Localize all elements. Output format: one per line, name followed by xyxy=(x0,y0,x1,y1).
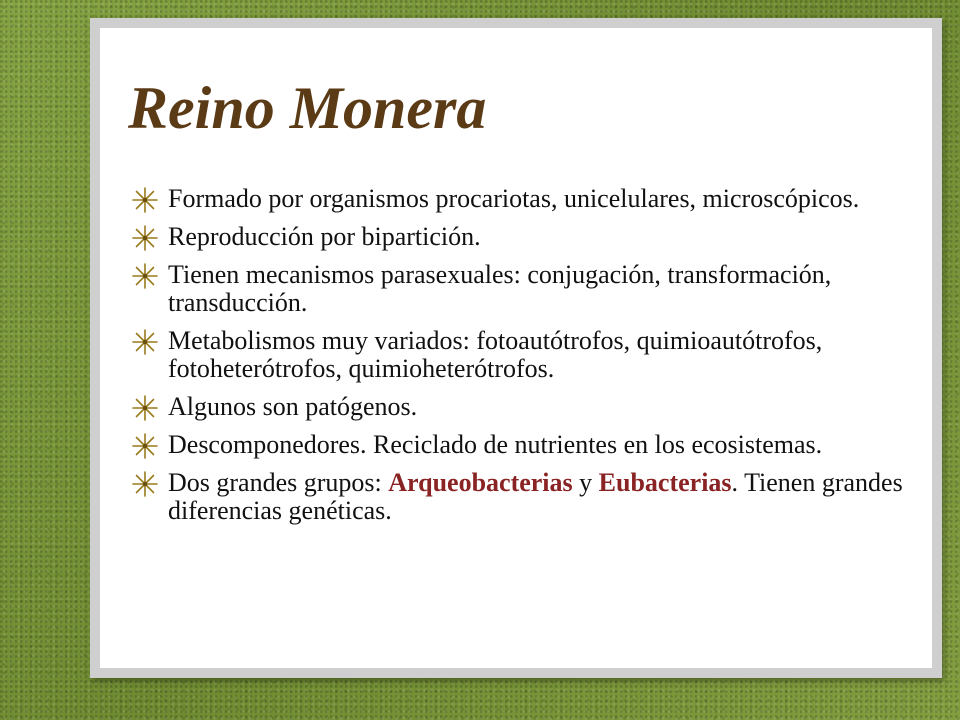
highlight-eubacterias: Eubacterias xyxy=(598,468,732,497)
list-item xyxy=(128,469,918,525)
starburst-bullet-icon xyxy=(132,329,158,355)
bullet-text: Formado por organismos procariotas, unicelulares, microscópicos. xyxy=(168,184,860,213)
starburst-bullet-icon xyxy=(132,395,158,421)
list-item xyxy=(128,185,918,213)
starburst-bullet-icon xyxy=(132,433,158,459)
list-item xyxy=(128,327,918,383)
starburst-bullet-icon xyxy=(132,187,158,213)
bullet-text: Reproducción por bipartición. xyxy=(168,222,481,251)
starburst-bullet-icon xyxy=(132,263,158,289)
starburst-bullet-icon xyxy=(132,225,158,251)
list-item xyxy=(128,261,918,317)
bullet-text-prefix: Dos grandes grupos: xyxy=(168,468,389,497)
bullet-text: Descomponedores. Reciclado de nutrientes en los ecosistemas. xyxy=(168,430,823,459)
bullet-text-suffix: . Tienen grandes diferencias genéticas. xyxy=(168,468,903,525)
list-item xyxy=(128,393,918,421)
slide-title: Reino Monera xyxy=(128,75,487,141)
bullet-text: Metabolismos muy variados: fotoautótrofos, quimioautótrofos, fotoheterótrofos, quimioheterótrofos. xyxy=(168,326,823,383)
highlight-arqueobacterias: Arqueobacterias xyxy=(388,468,573,497)
starburst-bullet-icon xyxy=(132,471,158,497)
bullet-list xyxy=(128,185,918,535)
bullet-text: Tienen mecanismos parasexuales: conjugación, transformación, transducción. xyxy=(168,260,832,317)
list-item xyxy=(128,431,918,459)
bullet-text-connector: y xyxy=(572,468,599,497)
slide-content-panel xyxy=(100,28,932,668)
bullet-text: Algunos son patógenos. xyxy=(168,392,418,421)
slide-frame xyxy=(90,18,942,678)
list-item xyxy=(128,223,918,251)
